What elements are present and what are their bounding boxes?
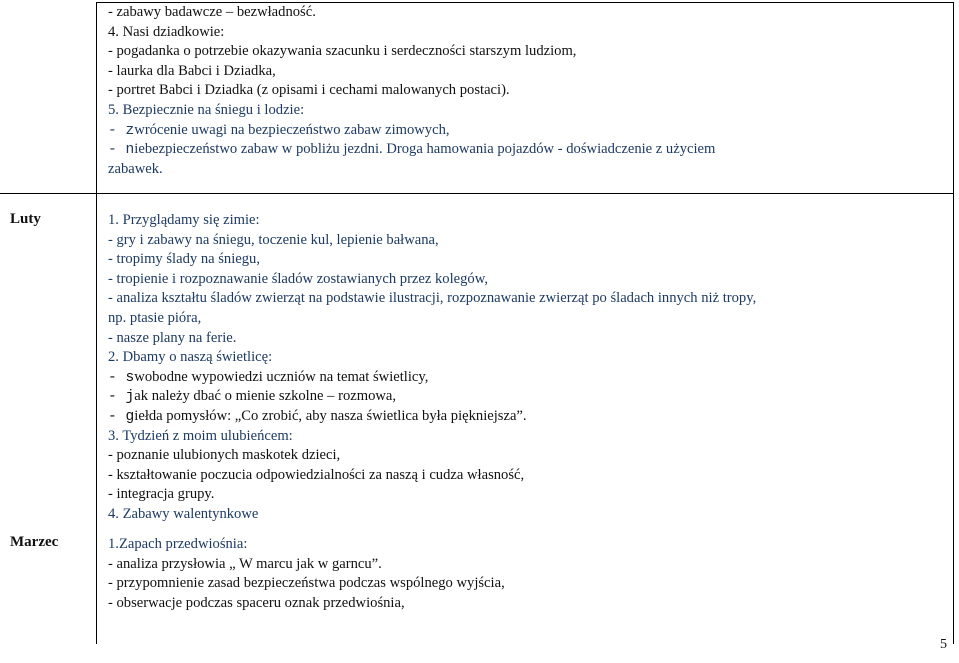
line-text: 5. Bezpiecznie na śniegu i lodzie: [108, 101, 305, 118]
line-text: - gry i zabawy na śniegu, toczenie kul, lepienie bałwana, [108, 231, 439, 248]
row-divider [0, 193, 954, 194]
text-line [108, 387, 948, 407]
table-right-border [953, 2, 954, 644]
text-line [108, 62, 948, 82]
top-content-cell [108, 3, 948, 179]
text-line [108, 594, 948, 614]
text-line [108, 42, 948, 62]
line-text: iełda pomysłów: „Co zrobić, aby nasza świetlica była piękniejsza”. [134, 407, 527, 424]
text-line [108, 466, 948, 486]
text-line [108, 368, 948, 388]
text-line [108, 329, 948, 349]
line-text: - analiza kształtu śladów zwierząt na podstawie ilustracji, rozpoznawanie zwierząt po śladach innych niż tropy, [108, 290, 757, 307]
text-line [108, 211, 948, 231]
line-text: - tropimy ślady na śniegu, [108, 251, 260, 268]
line-text: - analiza przysłowia „ W marcu jak w garncu”. [108, 555, 382, 572]
line-text: iebezpieczeństwo zabaw w pobliżu jezdni. Droga hamowania pojazdów - doświadczenie z użyciem [134, 141, 716, 158]
line-text: 4. Zabawy walentynkowe [108, 505, 259, 522]
list-marker: - s [108, 369, 135, 386]
line-text: 1. Przyglądamy się zimie: [108, 212, 260, 228]
list-marker: - j [108, 389, 135, 406]
line-text: wobodne wypowiedzi uczniów na temat świetlicy, [134, 368, 429, 385]
list-marker: - g [108, 408, 135, 425]
line-text: - poznanie ulubionych maskotek dzieci, [108, 447, 341, 464]
line-text: - nasze plany na ferie. [108, 329, 237, 346]
text-line [108, 81, 948, 101]
line-text: - tropienie i rozpoznawanie śladów zostawianych przez kolegów, [108, 270, 488, 287]
text-line [108, 446, 948, 466]
list-marker: - z [108, 122, 135, 139]
line-text: - integracja grupy. [108, 486, 215, 503]
line-text: - obserwacje podczas spaceru oznak przedwiośnia, [108, 594, 405, 611]
text-line [108, 348, 948, 368]
text-line [108, 3, 948, 23]
line-text: 1.Zapach przedwiośnia: [108, 536, 248, 552]
line-text: zabawek. [108, 160, 163, 177]
text-line [108, 505, 948, 525]
line-text: 4. Nasi dziadkowie: [108, 23, 225, 40]
text-line [108, 407, 948, 427]
text-line [108, 427, 948, 447]
month-label-luty: Luty [10, 211, 41, 227]
line-text: - przypomnienie zasad bezpieczeństwa podczas wspólnego wyjścia, [108, 575, 505, 592]
page-number: 5 [940, 637, 947, 652]
line-text: wrócenie uwagi na bezpieczeństwo zabaw zimowych, [134, 121, 450, 138]
text-line [108, 289, 948, 309]
text-line [108, 101, 948, 121]
text-line [108, 250, 948, 270]
list-marker: - n [108, 142, 135, 159]
text-line [108, 574, 948, 594]
line-text: np. ptasie pióra, [108, 309, 202, 326]
luty-content-cell [108, 211, 948, 525]
line-text: - pogadanka o potrzebie okazywania szacunku i serdeczności starszym ludziom, [108, 43, 577, 60]
text-line [108, 121, 948, 141]
text-line [108, 160, 948, 180]
text-line [108, 231, 948, 251]
text-line [108, 485, 948, 505]
column-divider-upper [96, 2, 97, 193]
text-line [108, 140, 948, 160]
text-line [108, 23, 948, 43]
line-text: - portret Babci i Dziadka (z opisami i cechami malowanych postaci). [108, 82, 510, 99]
text-line [108, 270, 948, 290]
line-text: ak należy dbać o mienie szkolne – rozmowa, [134, 388, 397, 405]
text-line [108, 309, 948, 329]
line-text: 3. Tydzień z moim ulubieńcem: [108, 427, 293, 444]
line-text: - kształtowanie poczucia odpowiedzialności za naszą i cudza własność, [108, 466, 525, 483]
line-text: 2. Dbamy o naszą świetlicę: [108, 349, 273, 366]
text-line [108, 535, 948, 555]
line-text: - laurka dla Babci i Dziadka, [108, 62, 276, 79]
text-line [108, 555, 948, 575]
column-divider-lower [96, 194, 97, 644]
marzec-content-cell [108, 535, 948, 613]
month-label-marzec: Marzec [10, 534, 59, 550]
line-text: - zabawy badawcze – bezwładność. [108, 4, 316, 20]
